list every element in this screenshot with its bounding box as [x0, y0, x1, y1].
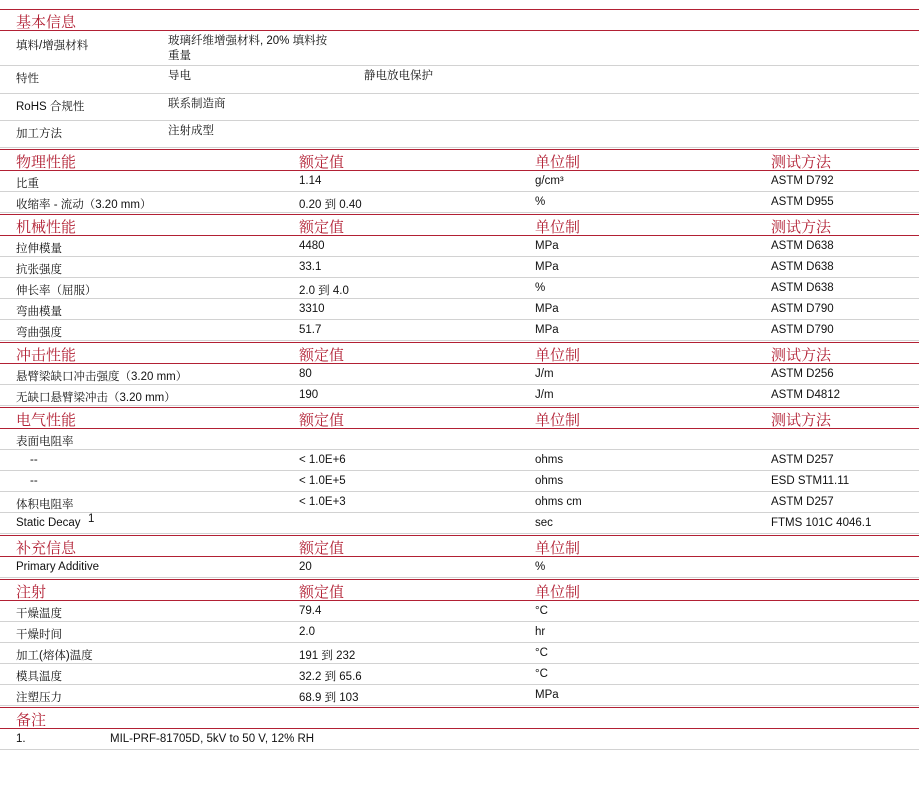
- note-number: 1.: [16, 733, 26, 745]
- table-row: [0, 320, 919, 341]
- property-name: 注塑压力: [16, 692, 62, 704]
- property-value: 32.2 到 65.6: [299, 671, 362, 683]
- property-name: 比重: [16, 178, 39, 190]
- property-unit: %: [535, 196, 546, 208]
- property-unit: MPa: [535, 324, 559, 336]
- column-header-value: 额定值: [299, 540, 345, 557]
- property-unit: %: [535, 282, 546, 294]
- column-header-unit: 单位制: [535, 154, 581, 171]
- property-value: 1.14: [299, 175, 322, 187]
- table-row: [0, 492, 919, 513]
- property-value: 0.20 到 0.40: [299, 199, 362, 211]
- column-header-unit: 单位制: [535, 347, 581, 364]
- property-value: 4480: [299, 240, 325, 252]
- column-header-value: 额定值: [299, 584, 345, 601]
- property-value: 2.0 到 4.0: [299, 285, 349, 297]
- column-header-unit: 单位制: [535, 219, 581, 236]
- info-value: 玻璃纤维增强材料, 20% 填料按: [168, 35, 328, 47]
- section-title: 机械性能: [16, 219, 77, 236]
- test-method: ASTM D638: [771, 261, 834, 273]
- column-header-value: 额定值: [299, 412, 345, 429]
- table-row: [0, 601, 919, 622]
- property-name: 抗张强度: [16, 264, 62, 276]
- property-name: --: [30, 454, 38, 466]
- property-unit: MPa: [535, 240, 559, 252]
- column-header-method: 测试方法: [771, 154, 832, 171]
- info-label: RoHS 合规性: [16, 101, 85, 113]
- property-value: < 1.0E+3: [299, 496, 346, 508]
- property-unit: %: [535, 561, 546, 573]
- property-value: 79.4: [299, 605, 322, 617]
- property-value: < 1.0E+6: [299, 454, 346, 466]
- section-header: [0, 535, 919, 557]
- table-row: [0, 664, 919, 685]
- note-row: [0, 729, 919, 750]
- section-title: 冲击性能: [16, 347, 77, 364]
- property-name: 模具温度: [16, 671, 62, 683]
- table-row: [0, 385, 919, 406]
- info-row: [0, 94, 919, 121]
- test-method: ASTM D638: [771, 282, 834, 294]
- property-name: 体积电阻率: [16, 499, 74, 511]
- info-value: 导电: [168, 70, 191, 82]
- info-row: [0, 121, 919, 148]
- datasheet: [0, 9, 919, 750]
- section-title: 备注: [16, 712, 47, 729]
- section-header: [0, 214, 919, 236]
- table-row: [0, 450, 919, 471]
- test-method: ASTM D790: [771, 303, 834, 315]
- column-header-unit: 单位制: [535, 412, 581, 429]
- test-method: ASTM D257: [771, 496, 834, 508]
- property-value: 80: [299, 368, 312, 380]
- property-name: 无缺口悬臂梁冲击（3.20 mm）: [16, 392, 176, 404]
- property-unit: MPa: [535, 689, 559, 701]
- column-header-unit: 单位制: [535, 540, 581, 557]
- property-unit: °C: [535, 647, 548, 659]
- property-value: 2.0: [299, 626, 315, 638]
- table-row: [0, 278, 919, 299]
- section-header: [0, 407, 919, 429]
- section-title: 补充信息: [16, 540, 77, 557]
- property-value: 51.7: [299, 324, 322, 336]
- property-unit: °C: [535, 605, 548, 617]
- property-name: 弯曲模量: [16, 306, 62, 318]
- property-name: Static Decay: [16, 517, 81, 529]
- section-title: 电气性能: [16, 412, 77, 429]
- section-header: [0, 342, 919, 364]
- property-unit: J/m: [535, 368, 554, 380]
- test-method: ASTM D257: [771, 454, 834, 466]
- property-unit: hr: [535, 626, 546, 638]
- column-header-method: 测试方法: [771, 412, 832, 429]
- info-label: 填料/增强材料: [16, 40, 89, 52]
- property-unit: ohms: [535, 454, 564, 466]
- property-value: 3310: [299, 303, 325, 315]
- property-value: < 1.0E+5: [299, 475, 346, 487]
- table-row: [0, 171, 919, 192]
- property-unit: ohms: [535, 475, 564, 487]
- section-title: 基本信息: [16, 14, 77, 31]
- property-unit: sec: [535, 517, 553, 529]
- info-value-cont: 重量: [168, 50, 191, 62]
- column-header-method: 测试方法: [771, 219, 832, 236]
- info-row: [0, 31, 919, 66]
- property-unit: g/cm³: [535, 175, 564, 187]
- property-name: Primary Additive: [16, 561, 100, 573]
- section-header: [0, 149, 919, 171]
- property-name: 伸长率（屈服）: [16, 285, 97, 297]
- info-value-2: 静电放电保护: [364, 70, 433, 82]
- table-row: [0, 192, 919, 213]
- property-name: 收缩率 - 流动（3.20 mm）: [16, 199, 152, 211]
- section-title: 物理性能: [16, 154, 77, 171]
- property-value: 68.9 到 103: [299, 692, 359, 704]
- column-header-value: 额定值: [299, 347, 345, 364]
- test-method: ASTM D790: [771, 324, 834, 336]
- test-method: FTMS 101C 4046.1: [771, 517, 872, 529]
- property-unit: ohms cm: [535, 496, 582, 508]
- footnote-mark: 1: [88, 513, 95, 525]
- property-unit: MPa: [535, 303, 559, 315]
- table-row: [0, 557, 919, 578]
- table-row: [0, 622, 919, 643]
- info-row: [0, 66, 919, 94]
- column-header-value: 额定值: [299, 154, 345, 171]
- section-header: [0, 579, 919, 601]
- info-label: 特性: [16, 73, 39, 85]
- property-value: 33.1: [299, 261, 322, 273]
- property-value: 20: [299, 561, 312, 573]
- property-value: 191 到 232: [299, 650, 356, 662]
- section-header-notes: [0, 707, 919, 729]
- test-method: ASTM D792: [771, 175, 834, 187]
- property-name: 弯曲强度: [16, 327, 62, 339]
- table-row: [0, 364, 919, 385]
- property-unit: °C: [535, 668, 548, 680]
- section-title: 注射: [16, 584, 47, 601]
- table-row: [0, 236, 919, 257]
- test-method: ESD STM11.11: [771, 475, 850, 487]
- property-value: 190: [299, 389, 319, 401]
- test-method: ASTM D4812: [771, 389, 841, 401]
- info-value: 联系制造商: [168, 98, 226, 110]
- table-row: [0, 257, 919, 278]
- section-header-basic: [0, 9, 919, 31]
- column-header-method: 测试方法: [771, 347, 832, 364]
- column-header-value: 额定值: [299, 219, 345, 236]
- column-header-unit: 单位制: [535, 584, 581, 601]
- table-row: [0, 299, 919, 320]
- info-value: 注射成型: [168, 125, 214, 137]
- table-row: [0, 513, 919, 534]
- test-method: ASTM D955: [771, 196, 834, 208]
- test-method: ASTM D638: [771, 240, 834, 252]
- property-unit: MPa: [535, 261, 559, 273]
- test-method: ASTM D256: [771, 368, 834, 380]
- property-name: 悬臂梁缺口冲击强度（3.20 mm）: [16, 371, 188, 383]
- info-label: 加工方法: [16, 128, 62, 140]
- property-name: 干燥时间: [16, 629, 62, 641]
- table-row: [0, 685, 919, 706]
- property-name: --: [30, 475, 38, 487]
- table-row: [0, 429, 919, 450]
- note-text: MIL-PRF-81705D, 5kV to 50 V, 12% RH: [110, 733, 315, 745]
- property-name: 加工(熔体)温度: [16, 650, 93, 662]
- table-row: [0, 643, 919, 664]
- table-row: [0, 471, 919, 492]
- property-unit: J/m: [535, 389, 554, 401]
- property-name: 表面电阻率: [16, 436, 74, 448]
- property-name: 拉伸模量: [16, 243, 62, 255]
- property-name: 干燥温度: [16, 608, 62, 620]
